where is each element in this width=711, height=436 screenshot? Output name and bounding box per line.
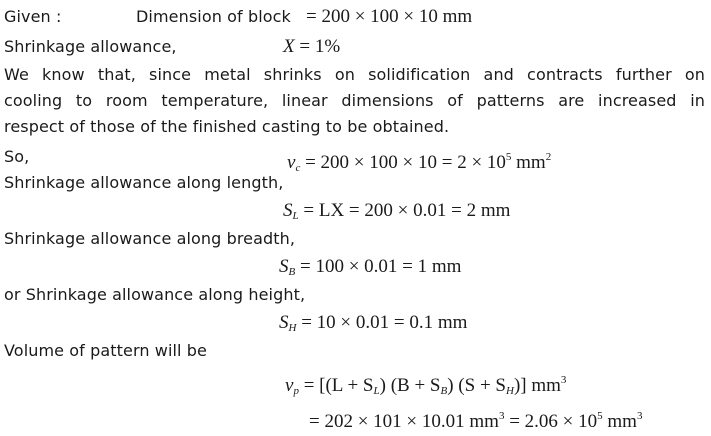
sb-symbol: S [279,256,289,277]
vc-unit: mm [511,152,546,173]
volume-result-value: = 2.06 × 10 [504,411,598,432]
volume-part-2: ) (B + S [379,375,441,396]
sl-symbol: S [283,200,293,221]
vc-symbol: v [287,152,296,173]
volume-formula [285,369,566,402]
sh-symbol: S [279,312,289,333]
height-formula [279,312,467,339]
vc-subscript: c [295,162,301,174]
volume-product: = 202 × 101 × 10.01 mm [309,411,499,432]
volume-result-exponent: 5 [597,410,603,422]
breadth-formula [279,256,461,283]
height-label: or Shrinkage allowance along height, [4,285,306,304]
sh-subscript: H [288,322,297,334]
volume-part-3: ) (S + S [447,375,506,396]
paragraph-line-3: respect of those of the finished casting to be obtained. [4,117,450,136]
paragraph-line-1: We know that, since metal shrinks on solidification and contracts further on [4,65,705,84]
sb-subscript: B [288,266,296,278]
shrinkage-value: = 1% [299,36,341,57]
volume-sub-2: B [440,385,448,397]
dimension-text: Dimension of block [136,7,291,26]
length-expression: = LX = 200 × 0.01 = 2 mm [303,200,511,221]
volume-sub-1: L [373,385,380,397]
volume-product-exponent: 3 [498,410,505,422]
volume-result [309,405,642,433]
vp-symbol: v [285,375,294,396]
vc-exponent: 5 [505,151,512,163]
volume-result-unit: mm [602,411,637,432]
height-expression: = 10 × 0.01 = 0.1 mm [301,312,468,333]
given-label: Given : [4,7,62,26]
sl-subscript: L [292,210,299,222]
shrinkage-formula [283,36,340,58]
shrinkage-label: Shrinkage allowance, [4,37,177,56]
vp-subscript: p [293,385,299,397]
volume-label: Volume of pattern will be [4,341,207,360]
vc-expression: = 200 × 100 × 10 = 2 × 10 [305,152,506,173]
volume-unit-exponent: 3 [560,374,567,386]
length-label: Shrinkage allowance along length, [4,173,284,192]
volume-sub-3: H [505,385,514,397]
vc-formula [287,146,551,179]
volume-part-1: = [(L + S [303,375,374,396]
vc-unit-exponent: 2 [545,151,552,163]
breadth-expression: = 100 × 0.01 = 1 mm [299,256,462,277]
length-formula [283,200,510,227]
paragraph-line-2: cooling to room temperature, linear dimensions of patterns are increased in [4,91,705,110]
volume-part-4: )] mm [513,375,561,396]
so-label: So, [4,147,30,166]
volume-result-unit-exponent: 3 [636,410,643,422]
x-symbol: X [283,36,295,57]
dimension-value: = 200 × 100 × 10 mm [306,6,473,27]
breadth-label: Shrinkage allowance along breadth, [4,229,296,248]
